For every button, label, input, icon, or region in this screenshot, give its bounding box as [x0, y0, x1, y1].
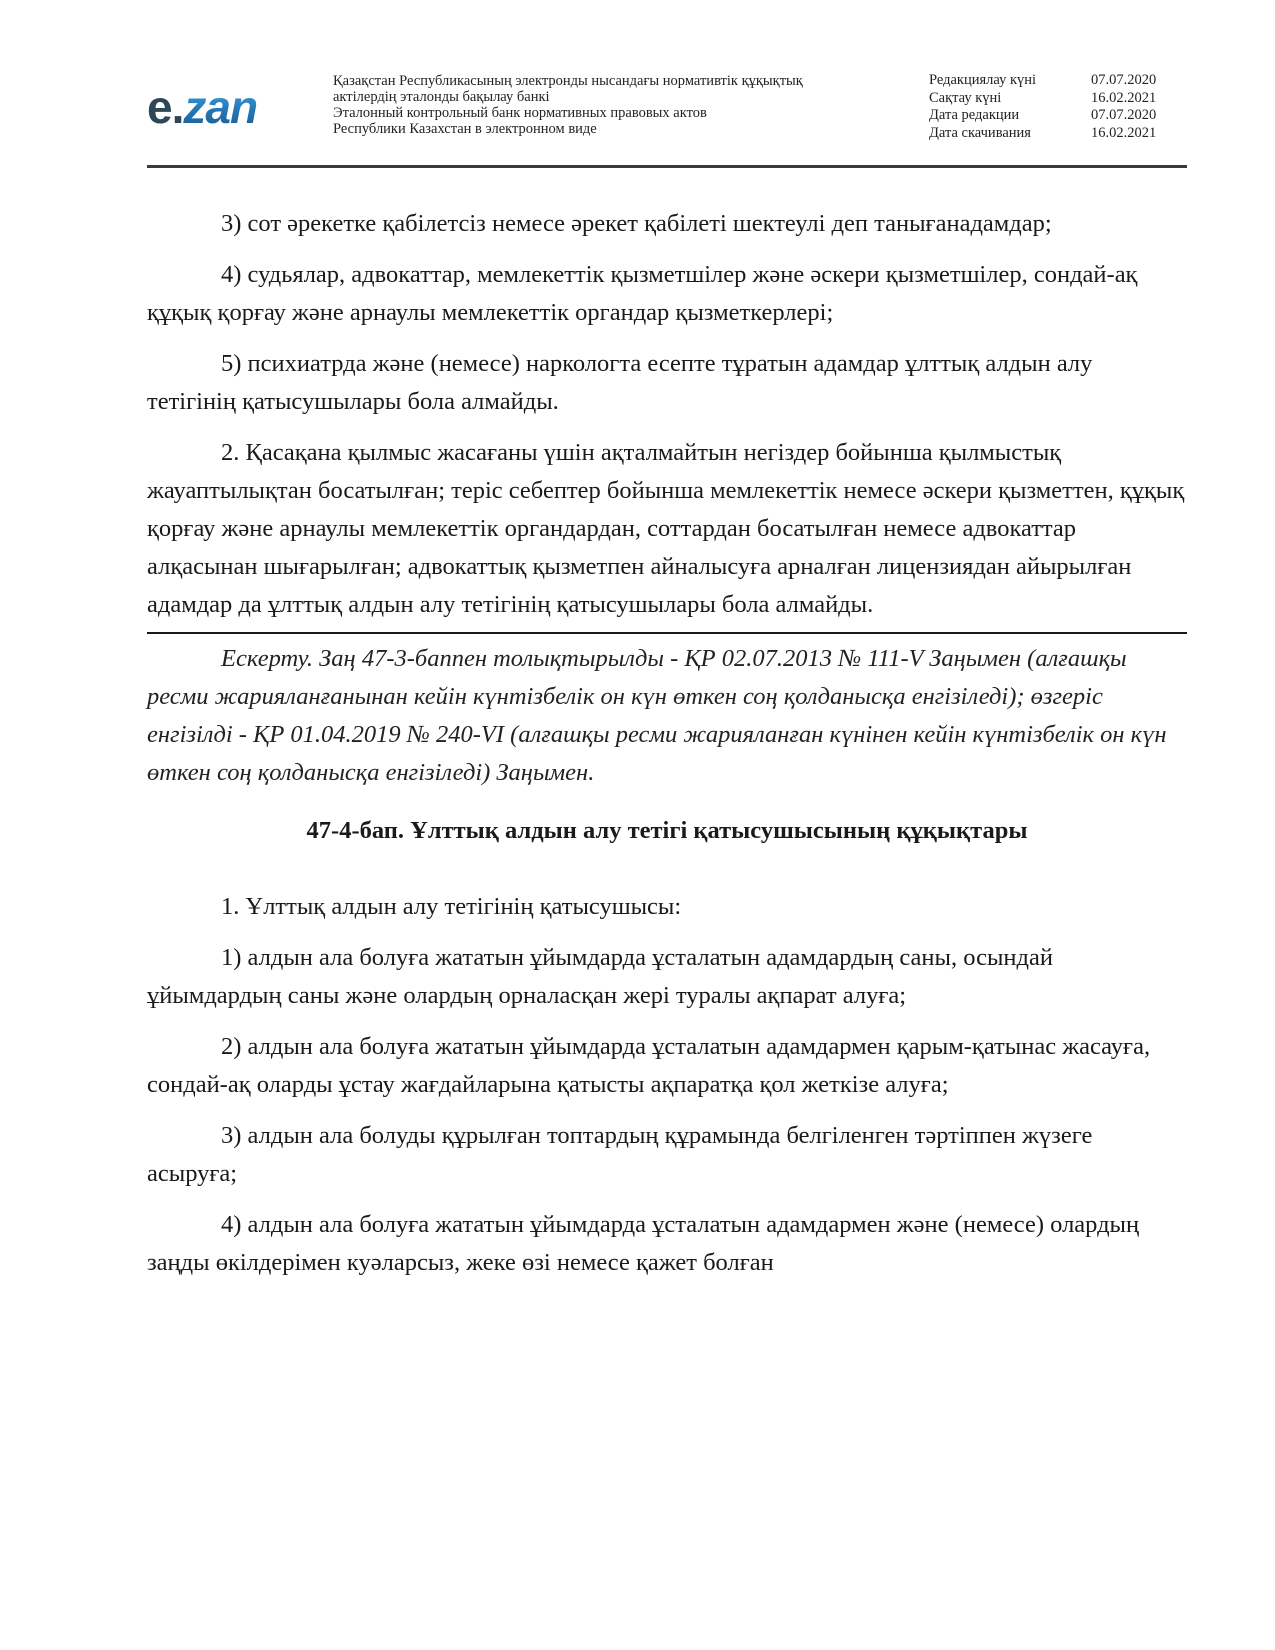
meta-row-edit-date-ru: [929, 107, 1181, 125]
meta-row-edit-date-kz: [929, 72, 1181, 90]
bank-title-line: Қазақстан Республикасының электронды нысандағы нормативтік құқықтық: [333, 73, 803, 89]
document-body: [147, 205, 1187, 1295]
paragraph: 5) психиатрда және (немесе) наркологта есепте тұратын адамдар ұлттық алдын алу тетігінің қатысушылары бола алмайды.: [147, 350, 1093, 415]
paragraph: 4) алдын ала болуға жататын ұйымдарда ұсталатын адамдармен және (немесе) олардың заңды өкілдерімен куәларсыз, жеке өзі немесе қажет болған: [147, 1211, 1140, 1276]
paragraph: 2) алдын ала болуға жататын ұйымдарда ұсталатын адамдармен қарым-қатынас жасауға, сондай-ақ оларды ұстау жағдайларына қатысты ақпаратқа қол жеткізе алуға;: [147, 1033, 1151, 1098]
document-header: [147, 60, 1187, 168]
paragraph: 3) алдын ала болуды құрылған топтардың құрамында белгіленген тәртіппен жүзеге асыруға;: [147, 1122, 1093, 1187]
bank-title-line: Республики Казахстан в электронном виде: [333, 121, 597, 137]
logo-prefix: e.: [147, 81, 184, 133]
meta-row-save-date-kz: [929, 90, 1181, 108]
ezan-logo: [147, 81, 258, 133]
meta-value: 07.07.2020: [1091, 72, 1157, 88]
meta-label: Дата скачивания: [929, 124, 1031, 141]
paragraph: 2. Қасақана қылмыс жасағаны үшін ақталмайтын негіздер бойынша қылмыстық жауаптылықтан босатылған; теріс себептер бойынша мемлекеттік немесе әскери қызметтен, құқық қорғау және арнаулы мемлекеттік органдардан, соттардан босатылған немесе адвокаттар алқасынан шығарылған; адвокаттық қызметпен айналысуға арналған лицензиядан айырылған адамдар да ұлттық алдын алу тетігінің қатысушылары бола алмайды.: [147, 439, 1185, 618]
meta-value: 16.02.2021: [1091, 124, 1157, 141]
note-divider: [147, 632, 1187, 634]
meta-label: Редакциялау күні: [929, 72, 1037, 88]
meta-label: Сақтау күні: [929, 89, 1002, 106]
header-divider: [147, 165, 1187, 168]
bank-title-line: актілердің эталонды бақылау банкі: [333, 89, 550, 105]
bank-title: [333, 73, 803, 137]
amendment-note: Ескерту. Заң 47-3-баппен толықтырылды - ҚР 02.07.2013 № 111-V Заңымен (алғашқы ресми жарияланғанынан кейін күнтізбелік он күн өткен соң қолданысқа енгізіледі); өзгеріс енгізілді - ҚР 01.04.2019 № 240-VI (алғашқы ресми жарияланған күнінен кейін күнтізбелік он күн өткен соң қолданысқа енгізіледі) Заңымен.: [147, 645, 1167, 786]
paragraph: 3) сот әрекетке қабілетсіз немесе әрекет қабілеті шектеулі деп танығанадамдар;: [221, 210, 1052, 237]
logo-name: zan: [183, 81, 258, 133]
meta-value: 07.07.2020: [1091, 107, 1157, 123]
paragraph: 4) судьялар, адвокаттар, мемлекеттік қызметшілер және әскери қызметшілер, сондай-ақ құқық қорғау және арнаулы мемлекеттік органдар қызметкерлері;: [147, 261, 1138, 326]
meta-label: Дата редакции: [929, 107, 1020, 123]
meta-value: 16.02.2021: [1091, 89, 1157, 106]
article-heading: 47-4-бап. Ұлттық алдын алу тетігі қатысушысының құқықтары: [306, 817, 1028, 844]
document-meta: [929, 72, 1181, 142]
paragraph: 1) алдын ала болуға жататын ұйымдарда ұсталатын адамдардың саны, осындай ұйымдардың саны және олардың орналасқан жері туралы ақпарат алуға;: [147, 944, 1053, 1009]
bank-title-line: Эталонный контрольный банк нормативных правовых актов: [333, 105, 707, 121]
meta-row-download-date-ru: [929, 125, 1181, 143]
paragraph: 1. Ұлттық алдын алу тетігінің қатысушысы:: [221, 893, 682, 920]
